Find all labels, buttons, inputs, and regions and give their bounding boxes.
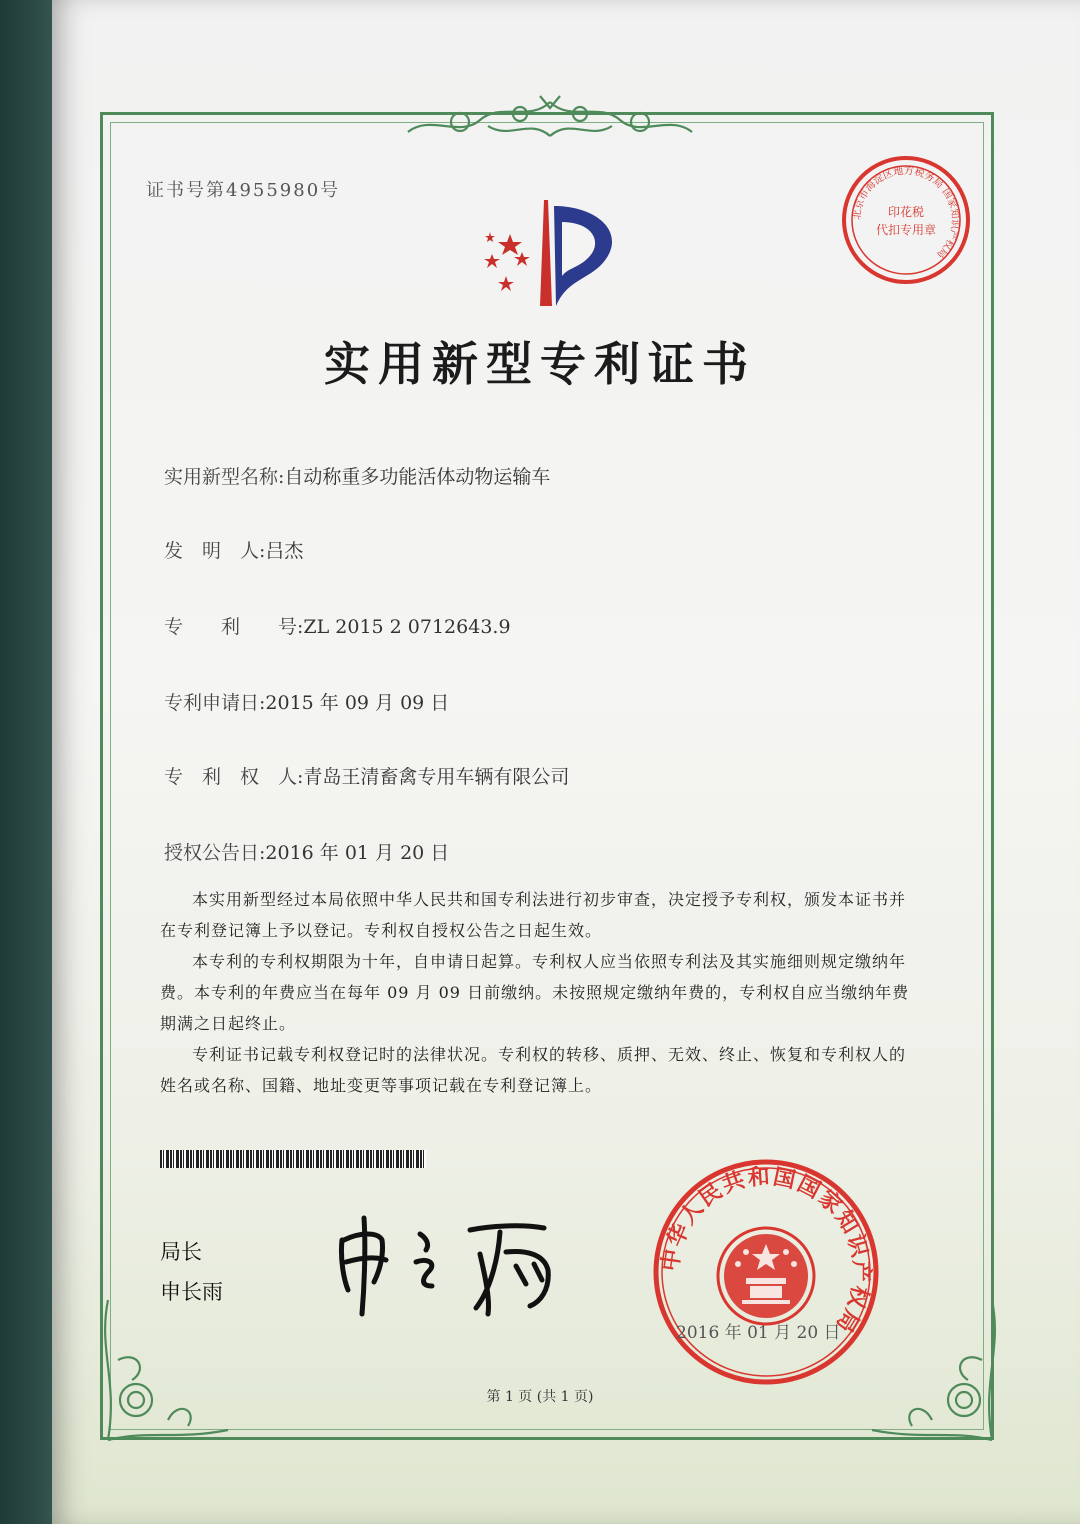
body-paragraph: 本专利的专利权期限为十年，自申请日起算。专利权人应当依照专利法及其实施细则规定缴纳年费。本专利的年费应当在每年 09 月 09 日前缴纳。未按照规定缴纳年费的，专利权自应当缴纳年费期满之日起终止。 xyxy=(160,952,910,1033)
certificate-number: 证书号第4955980号 xyxy=(146,180,341,201)
field-value: 青岛王清畜禽专用车辆有限公司 xyxy=(303,766,570,788)
field-label: 专利申请日: xyxy=(164,692,266,714)
page-number: 第 1 页 (共 1 页) xyxy=(486,1389,594,1405)
field-label: 实用新型名称: xyxy=(164,466,285,488)
body-paragraph: 本实用新型经过本局依照中华人民共和国专利法进行初步审查，决定授予专利权，颁发本证书并在专利登记簿上予以登记。专利权自授权公告之日起生效。 xyxy=(160,890,907,940)
field-grant-date xyxy=(164,838,449,865)
field-application-date xyxy=(164,688,449,715)
field-label: 授权公告日: xyxy=(164,842,266,864)
certificate-title: 实用新型专利证书 xyxy=(324,337,756,391)
field-value: 吕杰 xyxy=(265,540,304,562)
field-label: 专 利 权 人: xyxy=(164,766,304,788)
book-binding xyxy=(0,0,58,1524)
bottom-left-ornament-icon xyxy=(88,1290,238,1450)
patent-office-logo-icon xyxy=(470,196,630,316)
tax-stamp-center-1: 印花税 xyxy=(887,205,925,219)
director-name: 申长雨 xyxy=(160,1280,223,1304)
tax-stamp-center-2: 代扣专用章 xyxy=(875,223,937,237)
bottom-right-ornament-icon xyxy=(862,1290,1012,1450)
field-label: 专 利 号: xyxy=(164,616,304,638)
field-label: 发 明 人: xyxy=(164,540,266,562)
field-value: 2016 年 01 月 20 日 xyxy=(265,842,450,864)
director-title: 局长 xyxy=(160,1240,202,1264)
body-paragraph: 专利证书记载专利权登记时的法律状况。专利权的转移、质押、无效、终止、恢复和专利权人的姓名或名称、国籍、地址变更等事项记载在专利登记簿上。 xyxy=(160,1045,907,1095)
field-patent-number xyxy=(164,612,511,639)
seal-date: 2016 年 01 月 20 日 xyxy=(676,1323,841,1343)
field-utility-model-name xyxy=(164,462,550,489)
national-ipa-seal-icon xyxy=(650,1156,882,1388)
seal-ring-text: 中华人民共和国国家知识产权局 xyxy=(658,1164,874,1339)
field-value: ZL 2015 2 0712643.9 xyxy=(303,616,511,638)
certificate-body xyxy=(160,884,920,1101)
field-inventor xyxy=(164,536,303,563)
field-value: 自动称重多功能活体动物运输车 xyxy=(284,466,551,488)
top-ornament-icon xyxy=(400,92,700,148)
tax-stamp-icon xyxy=(838,152,974,288)
field-value: 2015 年 09 月 09 日 xyxy=(265,692,450,714)
barcode xyxy=(160,1150,426,1168)
handwritten-signature-icon xyxy=(330,1210,560,1320)
field-patentee xyxy=(164,762,569,789)
tax-stamp-ring-text: 北京市海淀区地方税务局 国家知识产权局 xyxy=(851,165,961,261)
